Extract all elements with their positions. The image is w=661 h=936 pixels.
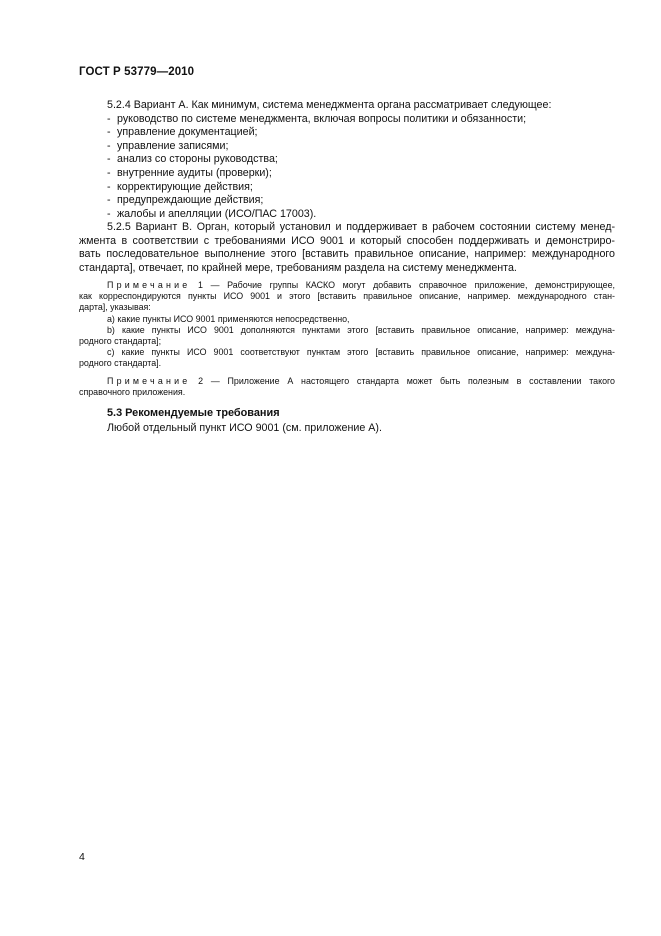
list-item: - предупреждающие действия; <box>107 194 264 207</box>
note-1-item-c: c) какие пункты ИСО 9001 соответствуют пунктам этого [вставить правильное описание, например: междуна- <box>107 347 615 358</box>
list-item: - корректирующие действия; <box>107 180 253 193</box>
section-5-3-heading: 5.3 Рекомендуемые требования <box>107 407 280 419</box>
document-header: ГОСТ Р 53779—2010 <box>79 66 195 78</box>
note-1-item-b-cont: родного стандарта]; <box>79 336 162 347</box>
list-item: - руководство по системе менеджмента, включая вопросы политики и обязанности; <box>107 112 527 125</box>
note-label: Примечание <box>107 376 191 386</box>
section-5-2-4-intro: 5.2.4 Вариант А. Как минимум, система менеджмента органа рассматривает следующее: <box>107 99 552 111</box>
note-1-item-b: b) какие пункты ИСО 9001 дополняются пунктами этого [вставить правильное описание, например: междуна- <box>107 324 615 335</box>
note-2-line: справочного приложения. <box>79 387 186 398</box>
note-1-item-c-cont: родного стандарта]. <box>79 358 162 369</box>
note-1 <box>79 280 615 370</box>
section-5-3-text: Любой отдельный пункт ИСО 9001 (см. приложение А). <box>107 422 382 434</box>
section-5-3 <box>79 422 615 436</box>
section-5-2-5-line: стандарта], отвечает, по крайней мере, требованиям раздела на систему менеджмента. <box>79 261 517 274</box>
note-label: Примечание <box>107 280 191 290</box>
note-1-line: как корреспондируются пункты ИСО 9001 и этого [вставить правильное описание, например. международного стан- <box>79 291 615 302</box>
list-item: - управление записями; <box>107 139 229 152</box>
section-5-2-4 <box>79 99 615 221</box>
note-1-line: Примечание 1 — Рабочие группы КАСКО могут добавить справочное приложение, демонстрирующее, <box>107 280 615 290</box>
list-item: - жалобы и апелляции (ИСО/ПАС 17003). <box>107 207 317 220</box>
note-1-line: дарта], указывая: <box>79 302 151 313</box>
note-2 <box>79 376 615 398</box>
note-2-line: Примечание 2 — Приложение А настоящего стандарта может быть полезным в составлении такого <box>107 376 615 386</box>
list-item: - внутренние аудиты (проверки); <box>107 166 272 179</box>
note-1-item-a: a) какие пункты ИСО 9001 применяются непосредственно, <box>107 313 350 324</box>
page-number: 4 <box>79 851 85 863</box>
list-item: - управление документацией; <box>107 126 258 139</box>
section-5-2-5-line: 5.2.5 Вариант В. Орган, который установил и поддерживает в рабочем состоянии систему менед- <box>107 221 615 233</box>
section-5-2-5-line: вать последовательное выполнение этого [вставить правильное описание, например: международного <box>79 248 615 261</box>
section-5-2-5-line: жмента в соответствии с требованиями ИСО 9001 и который способен поддерживать и демонстриро- <box>79 234 615 247</box>
list-item: - анализ со стороны руководства; <box>107 153 278 166</box>
section-5-2-5 <box>79 221 615 275</box>
